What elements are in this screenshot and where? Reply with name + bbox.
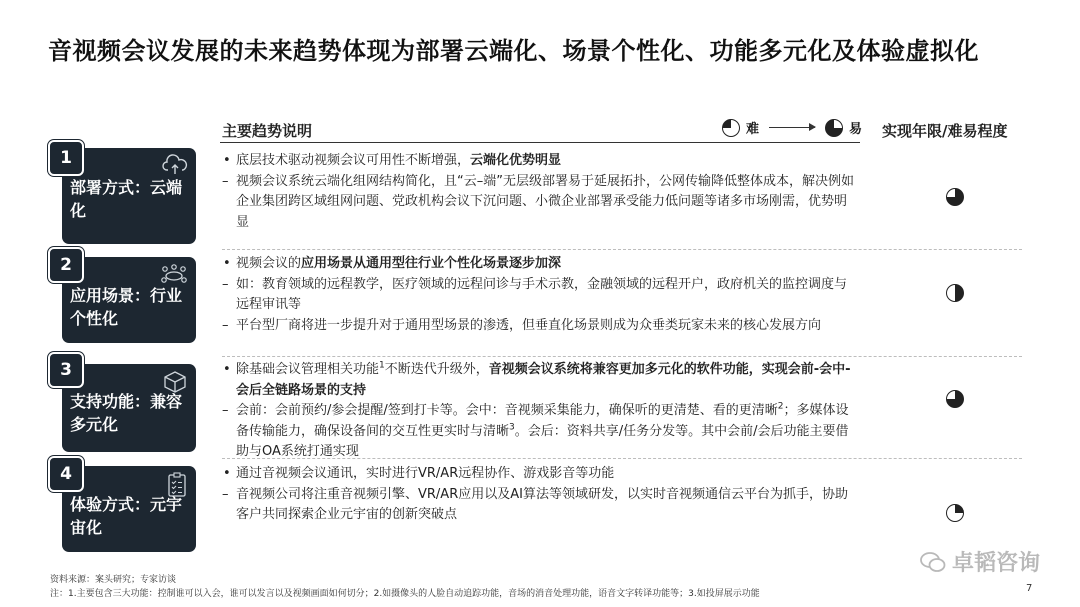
legend-easy-label: 易 — [849, 122, 863, 137]
rating-circle-hard-icon — [722, 119, 740, 137]
main-column-header: 主要趋势说明 — [222, 122, 313, 140]
trend-number-badge: 3 — [48, 352, 84, 388]
trend-description-2 — [222, 254, 858, 336]
rating-circle-easy-icon — [825, 119, 843, 137]
bullet-point: • 除基础会议管理相关功能$^1$不断迭代升级外，音视频会议系统将兼容更加多元化的软件功能，实现会前-会中-会后全链路场景的支持 — [222, 360, 858, 401]
difficulty-legend — [722, 118, 862, 137]
card-label: 应用场景：行业个性化 — [70, 286, 183, 328]
row-divider — [222, 458, 1022, 459]
cloud-upload-icon — [162, 154, 188, 176]
sub-point: – 平台型厂商将进一步提升对于通用型场景的渗透，但垂直化场景则成为众垂类玩家未来的核心发展方向 — [222, 316, 858, 337]
sub-point: – 音视频公司将注重音视频引擎、VR/AR应用以及AI算法等领域研发，以实时音视频通信云平台为抓手，协助客户共同探索企业元宇宙的创新突破点 — [222, 485, 858, 526]
legend-hard-label: 难 — [746, 122, 760, 137]
bullet-point: • 底层技术驱动视频会议可用性不断增强，云端化优势明显 — [222, 151, 858, 172]
source-note: 资料来源：案头研究；专家访谈 — [50, 575, 177, 585]
card-label: 支持功能：兼容多元化 — [70, 392, 183, 434]
trend-description-3 — [222, 360, 858, 463]
trend-number-badge: 2 — [48, 247, 84, 283]
page-title: 音视频会议发展的未来趋势体现为部署云端化、场景个性化、功能多元化及体验虚拟化 — [48, 37, 979, 65]
bullet-point: • 通过音视频会议通讯，实时进行VR/AR远程协作、游戏影音等功能 — [222, 464, 858, 485]
rating-circle-icon — [946, 188, 964, 206]
rating-circle-icon — [946, 390, 964, 408]
rating-circle-icon — [946, 284, 964, 302]
trend-number-badge: 4 — [48, 456, 84, 492]
right-column-header: 实现年限/难易程度 — [882, 122, 1008, 140]
sub-point: – 视频会议系统云端化组网结构简化，且“云–端”无层级部署易于延展拓扑，公网传输降低整体成本，解决例如企业集团跨区域组网问题、党政机构会议下沉问题、小微企业部署承受能力低问题等诸多市场刚需，优势明显 — [222, 172, 858, 234]
bullet-point: • 视频会议的应用场景从通用型往行业个性化场景逐步加深 — [222, 254, 858, 275]
card-label: 部署方式：云端化 — [70, 178, 183, 220]
footnote: 注：1.主要包含三大功能：控制谁可以入会，谁可以发言以及视频画面如何切分；2.如摄像头的人脸自动追踪功能，音场的消音处理功能，语音文字转译功能等；3.如投屏展示功能 — [50, 589, 760, 599]
arrow-right-icon — [769, 127, 815, 128]
row-divider — [222, 249, 1022, 250]
trend-number-badge: 1 — [48, 140, 84, 176]
card-label: 体验方式：元宇宙化 — [70, 495, 183, 537]
sub-point: – 会前：会前预约/参会提醒/签到打卡等。会中：音视频采集能力，确保听的更清楚、看的更清晰$^2$；多媒体设备传输能力，确保设备间的交互性更实时与清晰$^3$。会后：资料共享/任务分发等。其中会前/会后功能主要借助与OA系统打通实现 — [222, 401, 858, 463]
rating-circle-icon — [946, 504, 964, 522]
watermark-text: 卓韬咨询 — [952, 551, 1041, 576]
wechat-icon — [920, 551, 946, 573]
trend-description-1 — [222, 151, 858, 233]
page-number: 7 — [1026, 583, 1033, 594]
header-divider — [220, 142, 860, 143]
watermark — [920, 546, 1040, 577]
sub-point: – 如：教育领域的远程教学，医疗领域的远程问诊与手术示教，金融领域的远程开户，政府机关的监控调度与远程审讯等 — [222, 275, 858, 316]
meeting-table-icon — [160, 263, 188, 285]
row-divider — [222, 356, 1022, 357]
trend-description-4 — [222, 464, 858, 526]
